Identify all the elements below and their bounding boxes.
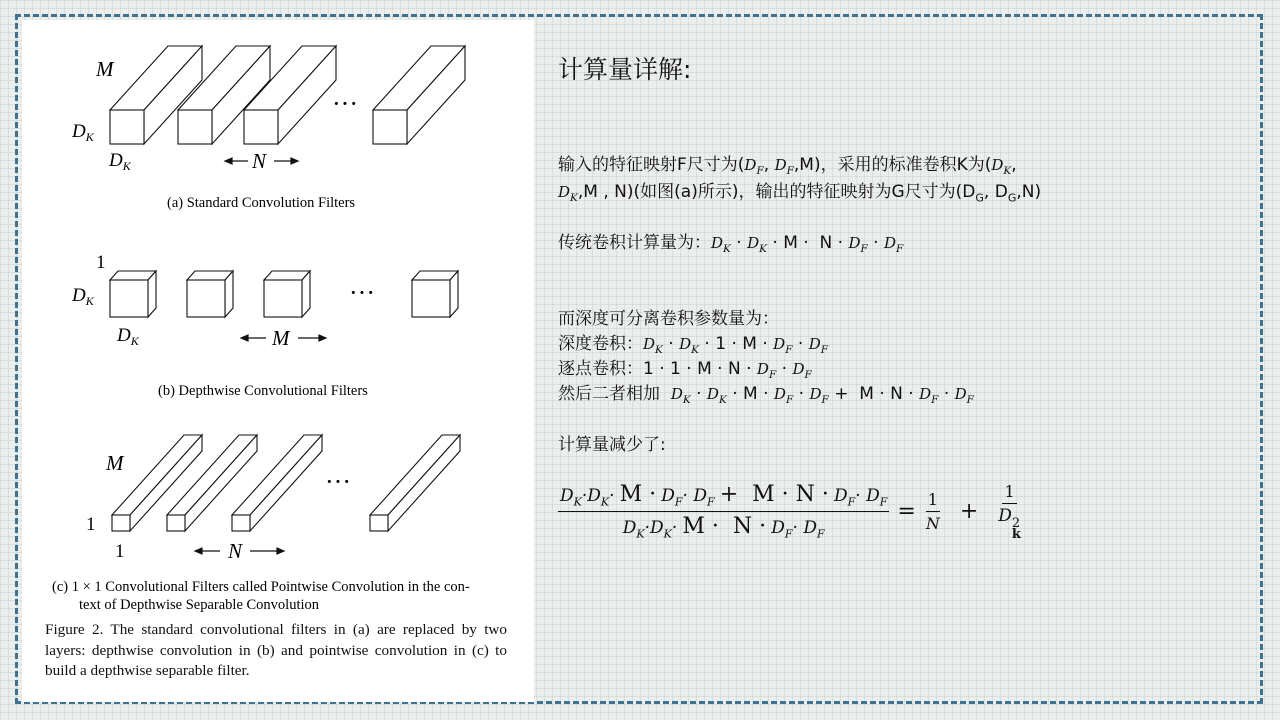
panel-a-ellipsis: ··· bbox=[332, 89, 358, 118]
panel-c-one-bottom-label: 1 bbox=[115, 541, 125, 562]
panel-a-m-label: M bbox=[96, 57, 114, 81]
separable-label: 而深度可分离卷积参数量为： bbox=[558, 309, 779, 329]
panel-b-ellipsis: ··· bbox=[349, 278, 375, 307]
panel-b-m-label: M bbox=[272, 326, 290, 350]
panel-c-boxes bbox=[112, 435, 460, 531]
standard-filter-n bbox=[373, 46, 465, 144]
one-over-n-fraction: $\frac{1}{N}$ bbox=[925, 489, 940, 533]
sum-cost-line: 然后二者相加 $D_K \cdot D_K \cdot M \cdot D_F \cdot D_F + M \cdot N \cdot D_F \cdot D_F$ bbox=[558, 384, 974, 406]
panel-b-dk-side-label: $D_K$ bbox=[72, 285, 94, 308]
panel-a-boxes bbox=[110, 46, 465, 144]
reduction-label: 计算量减少了: bbox=[558, 435, 666, 455]
main-fraction bbox=[558, 482, 889, 540]
main-fraction-denominator: $D_K\cdot D_K\cdot M \cdot N \cdot D_F\cdot D_F$ bbox=[622, 513, 825, 540]
panel-b-one-label: 1 bbox=[96, 252, 106, 273]
notes-title: 计算量详解: bbox=[558, 55, 692, 84]
panel-c-m-label: M bbox=[106, 451, 124, 475]
one-over-dk-squared-fraction: 1 D 2 k bbox=[998, 482, 1021, 542]
depthwise-filter-3 bbox=[264, 271, 310, 317]
traditional-cost-line: 传统卷积计算量为：$D_K \cdot D_K \cdot M \cdot N \cdot D_F \cdot D_F$ bbox=[558, 233, 904, 255]
panel-b-caption: (b) Depthwise Convolutional Filters bbox=[158, 383, 368, 399]
plus-sign: + bbox=[959, 498, 979, 524]
depthwise-filter-1 bbox=[110, 271, 156, 317]
pointwise-cost-line: 逐点卷积：$1 \cdot 1 \cdot M \cdot N \cdot D_F \cdot D_F$ bbox=[558, 359, 812, 381]
main-fraction-numerator: $D_K\cdot D_K\cdot M \cdot D_F\cdot D_F + M \cdot N \cdot D_F\cdot D_F$ bbox=[558, 482, 889, 511]
panel-b-dk-bottom-label: $D_K$ bbox=[117, 325, 139, 348]
filters-diagram bbox=[22, 20, 534, 702]
reduction-formula bbox=[558, 482, 1023, 540]
panel-a-dk-side-label: $D_K$ bbox=[72, 121, 94, 144]
depthwise-filter-2 bbox=[187, 271, 233, 317]
depthwise-filter-m bbox=[412, 271, 458, 317]
panel-c-n-label: N bbox=[228, 539, 243, 563]
panel-a-dk-bottom-label: $D_K$ bbox=[109, 150, 131, 173]
panel-c-caption-line1: (c) 1 × 1 Convolutional Filters called Pointwise Convolution in the con- bbox=[52, 579, 470, 595]
panel-a-n-label: N bbox=[252, 149, 267, 173]
panel-b-boxes bbox=[110, 271, 458, 317]
depthwise-cost-line: 深度卷积：$D_K \cdot D_K \cdot 1 \cdot M \cdot D_F \cdot D_F$ bbox=[558, 334, 829, 356]
pointwise-filter-n bbox=[370, 435, 460, 531]
panel-c-one-side-label: 1 bbox=[86, 514, 96, 535]
input-description-line1: 输入的特征映射F尺寸为($D_F$, $D_F,M$)，采用的标准卷积K为($D_K$, bbox=[558, 155, 1017, 177]
figure-caption: Figure 2. The standard convolutional filters in (a) are replaced by two layers: depthwise convolution in (b) and pointwise convolution in (c) to build a depthwise separable filter. bbox=[45, 621, 507, 679]
panel-c-caption-line2: text of Depthwise Separable Convolution bbox=[79, 597, 320, 613]
panel-c-ellipsis: ··· bbox=[325, 467, 351, 496]
figure-panel bbox=[22, 20, 534, 702]
input-description-line2: $D_K,M$ , N)(如图(a)所示)，输出的特征映射为G尺寸为($D_G$, $D_G,N$) bbox=[558, 182, 1042, 205]
panel-a-caption: (a) Standard Convolution Filters bbox=[167, 195, 356, 211]
equals-sign: = bbox=[897, 498, 916, 524]
